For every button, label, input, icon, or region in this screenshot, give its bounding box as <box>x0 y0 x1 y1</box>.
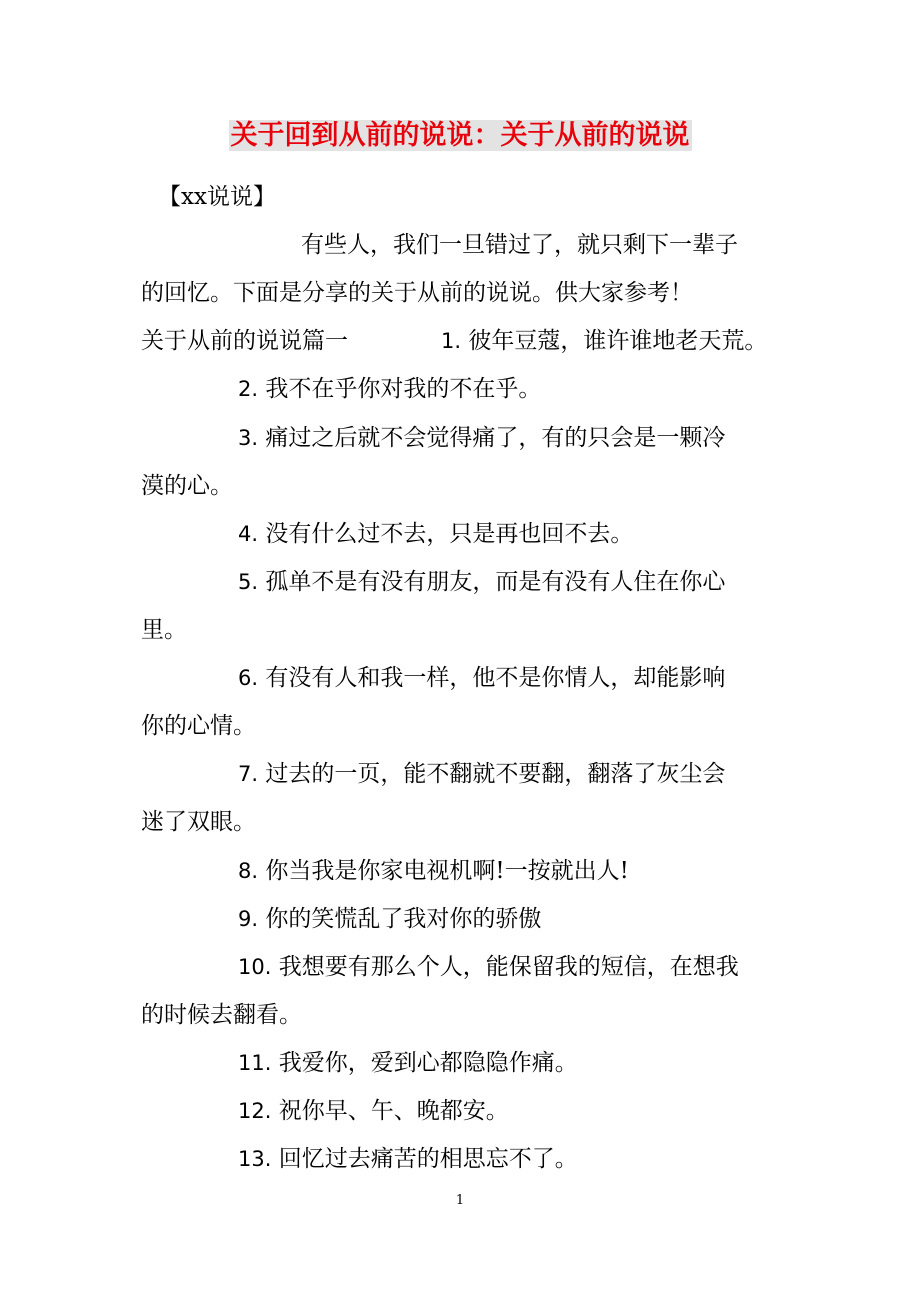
page-number: 1 <box>455 1193 465 1208</box>
list-item: 13. 回忆过去痛苦的相思忘不了。 <box>238 1146 578 1172</box>
list-item-continuation: 漠的心。 <box>141 473 233 499</box>
list-item: 3. 痛过之后就不会觉得痛了，有的只会是一颗冷 <box>238 425 726 451</box>
list-item: 2. 我不在乎你对我的不在乎。 <box>238 376 542 402</box>
intro-line-1: 有些人，我们一旦错过了，就只剩下一辈子 <box>301 232 738 258</box>
list-item: 9. 你的笑慌乱了我对你的骄傲 <box>238 906 542 932</box>
list-item: 8. 你当我是你家电视机啊!一按就出人! <box>238 858 629 884</box>
section-heading: 关于从前的说说篇一 <box>141 328 348 354</box>
list-item: 11. 我爱你，爱到心都隐隐作痛。 <box>238 1050 578 1076</box>
list-item: 6. 有没有人和我一样，他不是你情人，却能影响 <box>238 665 726 691</box>
list-item: 1. 彼年豆蔻，谁许谁地老天荒。 <box>441 328 768 354</box>
intro-line-2: 的回忆。下面是分享的关于从前的说说。供大家参考！ <box>141 280 693 306</box>
list-item: 5. 孤单不是有没有朋友，而是有没有人住在你心 <box>238 569 726 595</box>
list-item: 10. 我想要有那么个人，能保留我的短信，在想我 <box>238 954 739 980</box>
tag-line: 【xx说说】 <box>158 184 276 210</box>
list-item-continuation: 你的心情。 <box>141 713 256 739</box>
page-title: 关于回到从前的说说：关于从前的说说 <box>230 120 690 151</box>
list-item-continuation: 的时候去翻看。 <box>141 1002 302 1028</box>
list-item: 4. 没有什么过不去，只是再也回不去。 <box>238 521 634 547</box>
list-item-continuation: 里。 <box>141 617 187 643</box>
list-item-continuation: 迷了双眼。 <box>141 809 256 835</box>
list-item: 12. 祝你早、午、晚都安。 <box>238 1098 509 1124</box>
list-item: 7. 过去的一页，能不翻就不要翻，翻落了灰尘会 <box>238 761 726 787</box>
